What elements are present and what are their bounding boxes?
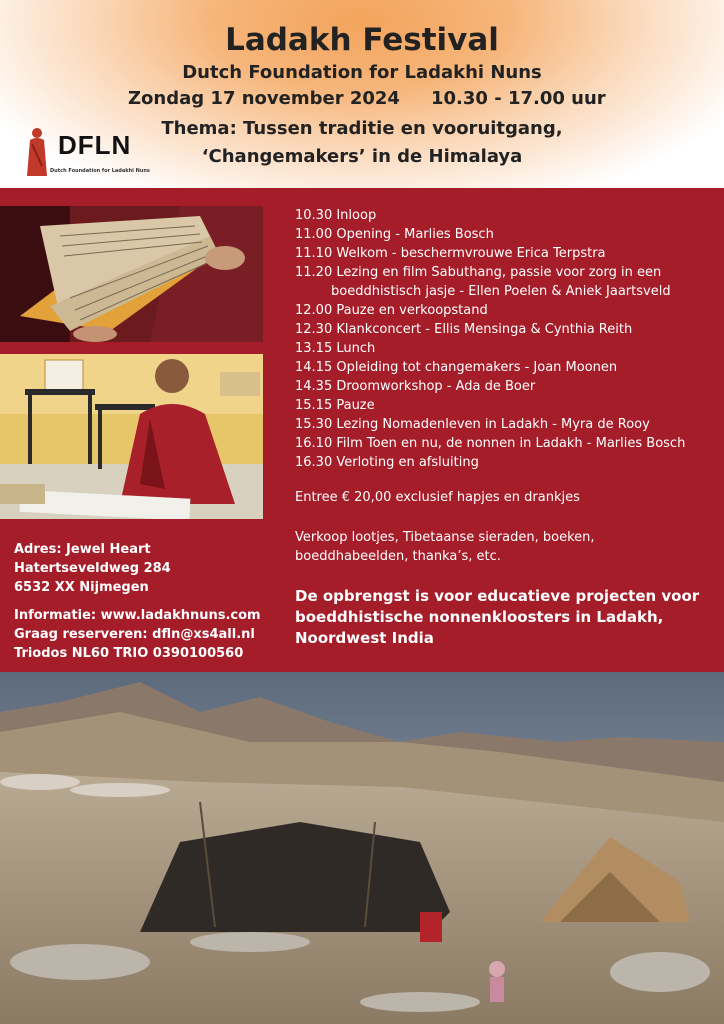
proceeds-statement xyxy=(295,586,715,649)
program-item: 13.15 Lunch xyxy=(295,341,376,356)
program-schedule xyxy=(295,206,720,472)
info-website: Informatie: www.ladakhnuns.com xyxy=(14,608,261,623)
venue-address xyxy=(14,540,171,597)
proceeds-line-2: boeddhistische nonnenkloosters in Ladakh, xyxy=(295,608,664,626)
program-item-continuation: boeddhistisch jasje - Ellen Poelen & Aniek Jaartsveld xyxy=(331,284,671,299)
theme-line-2: ‘Changemakers’ in de Himalaya xyxy=(201,146,523,167)
dfln-logo xyxy=(24,126,164,182)
header xyxy=(0,0,724,188)
program-item: 15.30 Lezing Nomadenleven in Ladakh - Myra de Rooy xyxy=(295,417,650,432)
address-line-3: 6532 XX Nijmegen xyxy=(14,580,149,595)
program-item: 11.20 Lezing en film Sabuthang, passie voor zorg in een xyxy=(295,265,662,280)
event-date-row xyxy=(128,88,606,109)
logo-text: DFLN xyxy=(58,130,132,160)
address-line-2: Hatertseveldweg 284 xyxy=(14,561,171,576)
page-title: Ladakh Festival xyxy=(225,22,499,58)
young-nun-photo xyxy=(0,354,263,519)
program-item: 11.00 Opening - Marlies Bosch xyxy=(295,227,494,242)
nun-figure-icon xyxy=(24,126,50,178)
entree-price: Entree € 20,00 exclusief hapjes en drankjes xyxy=(295,490,580,505)
ladakh-landscape-photo xyxy=(0,672,724,1024)
program-item: 16.10 Film Toen en nu, de nonnen in Ladakh - Marlies Bosch xyxy=(295,436,686,451)
program-item: 12.30 Klankconcert - Ellis Mensinga & Cynthia Reith xyxy=(295,322,633,337)
program-item: 15.15 Pauze xyxy=(295,398,375,413)
logo-subtext: Dutch Foundation for Ladakhi Nuns xyxy=(50,168,150,174)
program-item: 14.15 Opleiding tot changemakers - Joan Moonen xyxy=(295,360,618,375)
manuscript-photo xyxy=(0,206,263,342)
program-item: 11.10 Welkom - beschermvrouwe Erica Terpstra xyxy=(295,246,606,261)
reservation-email: Graag reserveren: dfln@xs4all.nl xyxy=(14,627,255,642)
program-item: 12.00 Pauze en verkoopstand xyxy=(295,303,488,318)
program-item: 14.35 Droomworkshop - Ada de Boer xyxy=(295,379,536,394)
sales-line-1: Verkoop lootjes, Tibetaanse sieraden, boeken, xyxy=(295,530,595,545)
proceeds-line-1: De opbrengst is voor educatieve projecten voor xyxy=(295,587,700,605)
sales-info xyxy=(295,528,715,566)
address-line-1: Adres: Jewel Heart xyxy=(14,542,151,557)
sales-line-2: boeddhabeelden, thanka’s, etc. xyxy=(295,549,501,564)
red-info-band xyxy=(0,188,724,672)
theme-line-1: Thema: Tussen traditie en vooruitgang, xyxy=(161,118,563,139)
program-item: 10.30 Inloop xyxy=(295,208,377,223)
event-time: 10.30 - 17.00 uur xyxy=(431,88,606,109)
event-date: Zondag 17 november 2024 xyxy=(128,88,400,109)
bank-account: Triodos NL60 TRIO 0390100560 xyxy=(14,646,244,661)
page-subtitle: Dutch Foundation for Ladakhi Nuns xyxy=(182,62,542,83)
contact-info xyxy=(14,606,261,663)
program-item: 16.30 Verloting en afsluiting xyxy=(295,455,479,470)
proceeds-line-3: Noordwest India xyxy=(295,629,434,647)
